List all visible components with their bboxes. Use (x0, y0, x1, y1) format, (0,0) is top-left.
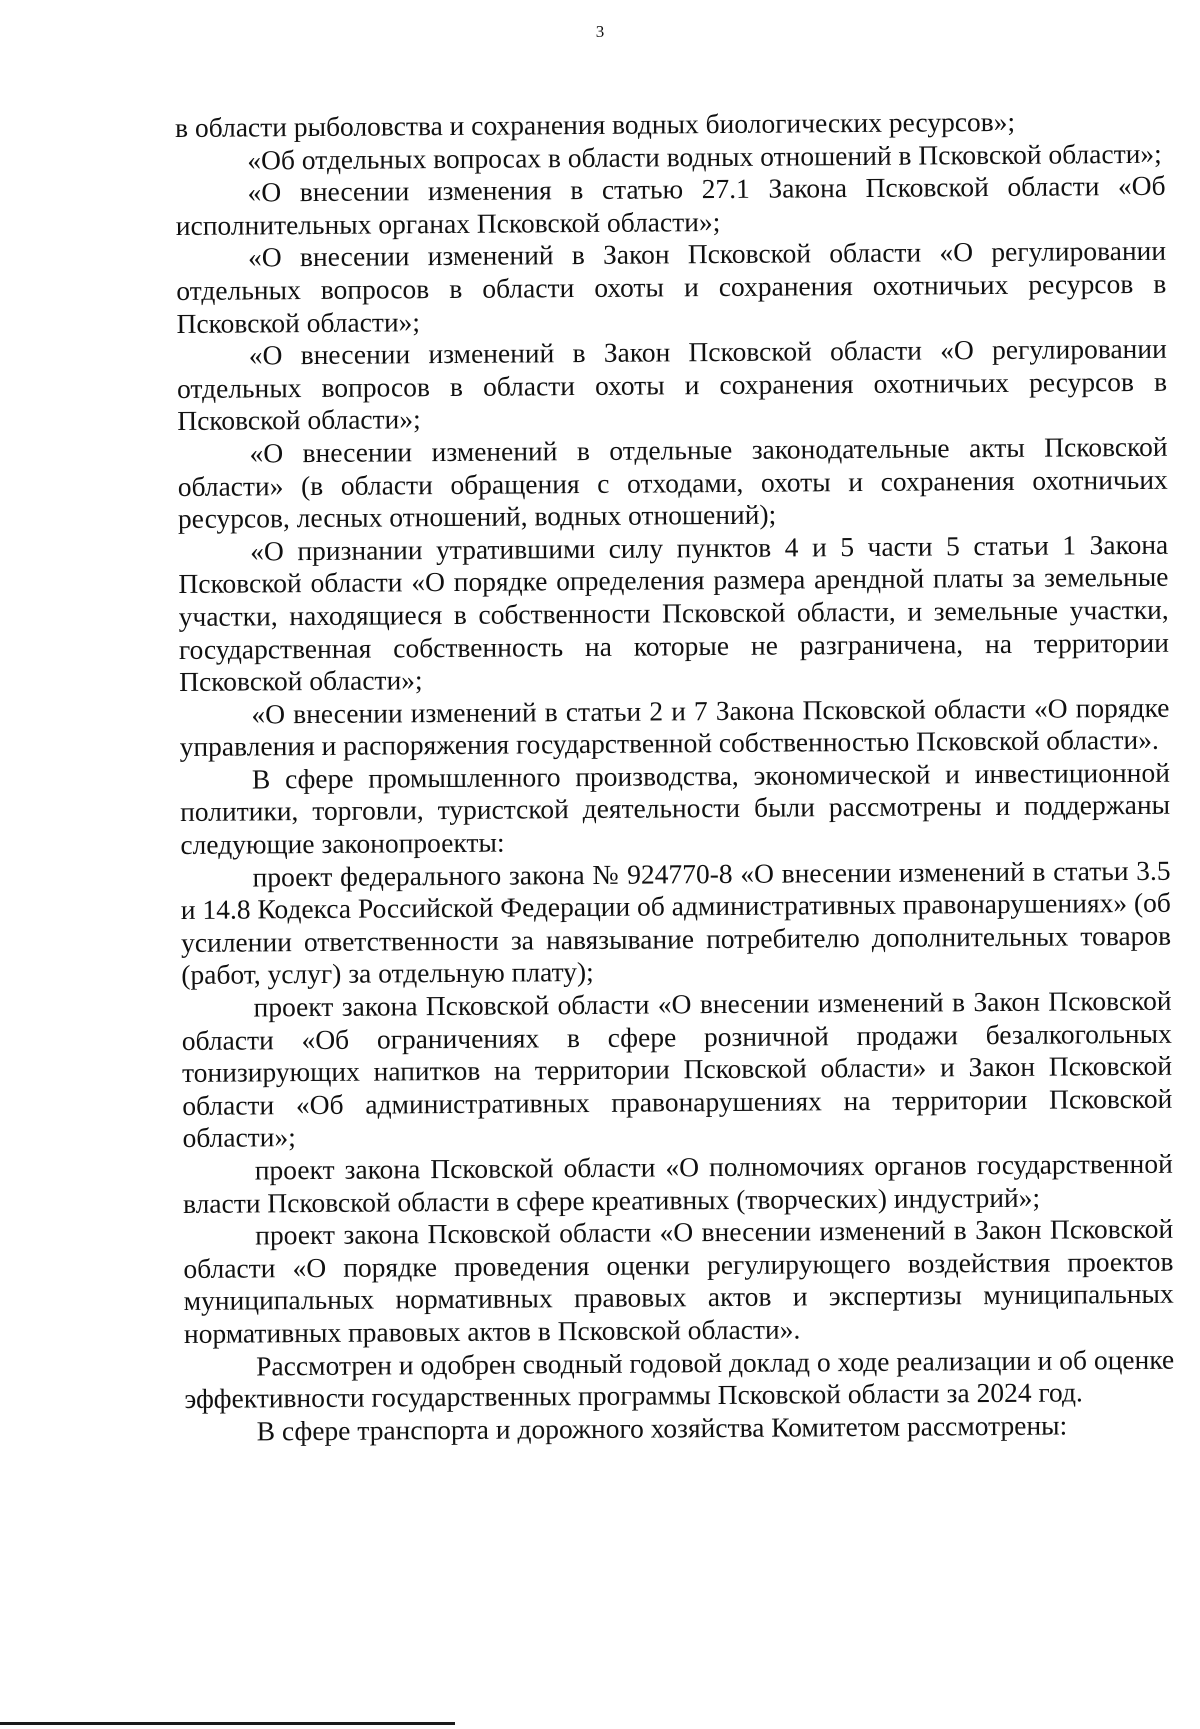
paragraph: проект закона Псковской области «О полномочиях органов государственной власти Псковской области в сфере креативных (творческих) индустрий»; (182, 1147, 1173, 1219)
paragraph: проект закона Псковской области «О внесении изменений в Закон Псковской области «Об ограничениях в сфере розничной продажи безалкогольных тонизирующих напитков на территории Псковской области» и Закон Псковской области «Об административных правонарушениях на территории Псковской области»; (181, 984, 1173, 1154)
paragraph: проект закона Псковской области «О внесении изменений в Закон Псковской области «О порядке проведения оценки регулирующего воздействия проектов муниципальных нормативных правовых актов и экспертизы муниципальных нормативных правовых актов в Псковской области». (183, 1212, 1174, 1349)
paragraph: «О внесении изменений в Закон Псковской области «О регулировании отдельных вопросов в области охоты и сохранения охотничьих ресурсов в Псковской области»; (176, 235, 1167, 339)
paragraph: В сфере промышленного производства, экономической и инвестиционной политики, торговли, туристской деятельности были рассмотрены и поддержаны следующие законопроекты: (180, 756, 1171, 861)
paragraph: В сфере транспорта и дорожного хозяйства Комитетом рассмотрены: (256, 1409, 1068, 1447)
paragraph: «О внесении изменения в статью 27.1 Закона Псковской области «Об исполнительных органах Псковской области»; (175, 169, 1166, 241)
page-number: 3 (595, 22, 605, 41)
footer-rule (0, 1722, 455, 1725)
paragraph: Рассмотрен и одобрен сводный годовой доклад о ходе реализации и об оценке эффективности государственных программы Псковской области за 2024 год. (184, 1343, 1175, 1415)
paragraph: в области рыболовства и сохранения водных биологических ресурсов»; (175, 105, 1016, 143)
paragraph: «О внесении изменений в Закон Псковской области «О регулировании отдельных вопросов в области охоты и сохранения охотничьих ресурсов в Псковской области»; (176, 332, 1168, 437)
paragraph: проект федерального закона № 924770-8 «О внесении изменений в статьи 3.5 и 14.8 Кодекса Российской Федерации об административных правонарушениях» (об усилении ответственности за навязывание потребителю дополнительных товаров (работ, услуг) за отдельную плату); (180, 854, 1172, 991)
paragraph: «О внесении изменений в статьи 2 и 7 Закона Псковской области «О порядке управления и распоряжения государственной собственностью Псковской области». (179, 691, 1170, 763)
paragraph: «О признании утратившими силу пунктов 4 и 5 части 5 статьи 1 Закона Псковской области «О порядке определения размера арендной платы за земельные участки, находящиеся в собственности Псковской области, и земельные участки, государственная собственность на которые не разграничена, на территории Псковской области»; (178, 528, 1170, 698)
document-body (175, 105, 1175, 1449)
paragraph: «Об отдельных вопросах в области водных отношений в Псковской области»; (247, 137, 1162, 176)
paragraph: «О внесении изменений в отдельные законодательные акты Псковской области» (в области обращения с отходами, охоты и сохранения охотничьих ресурсов, лесных отношений, водных отношений); (177, 430, 1168, 535)
